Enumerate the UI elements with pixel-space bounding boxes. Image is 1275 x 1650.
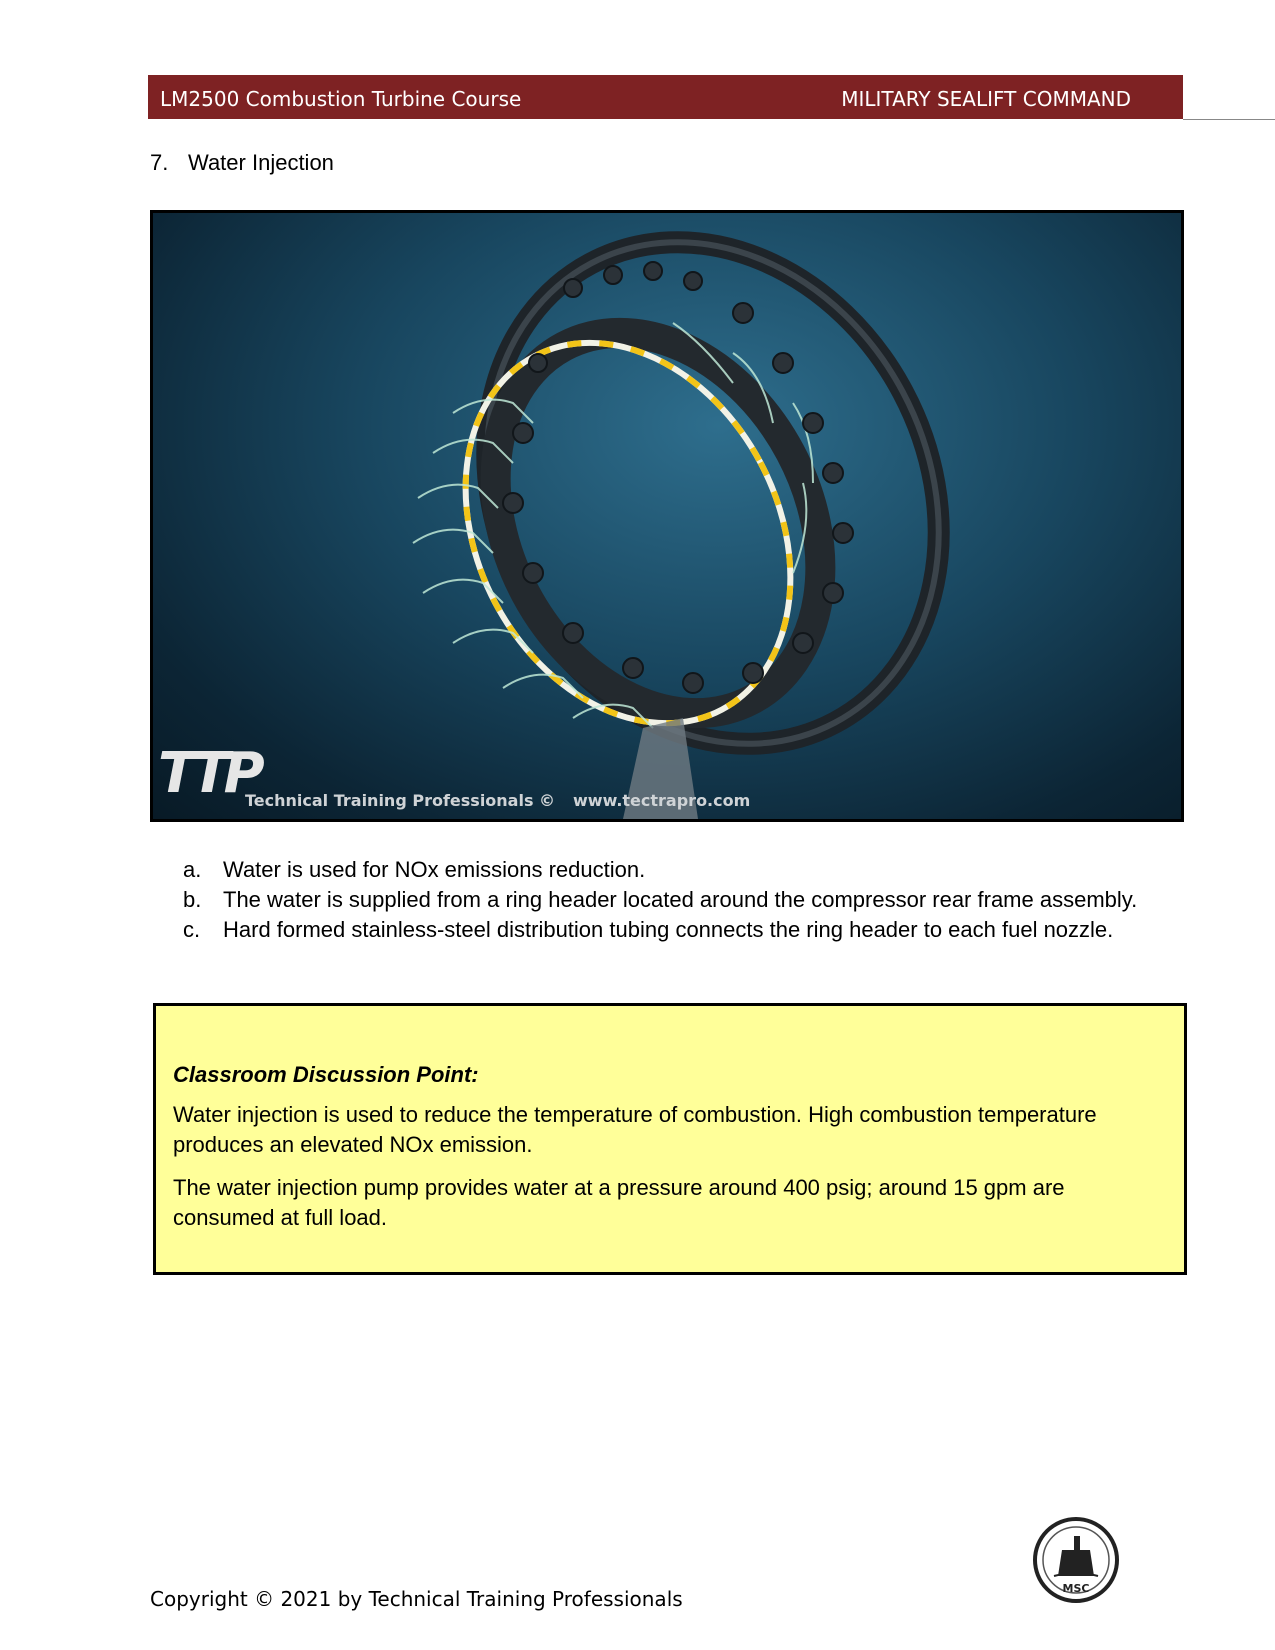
list-marker: a. [183, 857, 202, 882]
list-item-text: Hard formed stainless-steel distribution tubing connects the ring header to each fuel nozzle. [223, 917, 1114, 942]
list-item [183, 885, 1163, 915]
list-item-text: Water is used for NOx emissions reduction. [223, 857, 646, 882]
callout-paragraph: Water injection is used to reduce the temperature of combustion. High combustion temperature produces an elevated NOx emission. [173, 1102, 1097, 1157]
figure-company-name: Technical Training Professionals © [245, 791, 556, 810]
list-item-text: The water is supplied from a ring header located around the compressor rear frame assembly. [223, 887, 1138, 912]
ttp-logo: TTP [158, 741, 259, 806]
callout-title: Classroom Discussion Point: [173, 1062, 479, 1087]
section-heading [150, 150, 334, 176]
course-title: LM2500 Combustion Turbine Course [160, 87, 522, 111]
section-title: Water Injection [188, 150, 334, 175]
organization-title: MILITARY SEALIFT COMMAND [841, 87, 1131, 111]
callout-paragraph: The water injection pump provides water at a pressure around 400 psig; around 15 gpm are consumed at full load. [173, 1175, 1065, 1230]
section-number: 7. [150, 150, 169, 175]
ring-header-illustration [153, 213, 1181, 819]
msc-seal-logo [1032, 1516, 1120, 1604]
figure-url: www.tectrapro.com [573, 791, 751, 810]
header-rule [1183, 119, 1275, 120]
water-injection-figure [150, 210, 1184, 822]
water-injection-list [183, 855, 1163, 945]
list-item [183, 855, 1163, 885]
list-marker: b. [183, 887, 202, 912]
discussion-callout [153, 1003, 1187, 1275]
list-marker: c. [183, 917, 201, 942]
list-item [183, 915, 1163, 945]
seal-label: MSC [1062, 1582, 1090, 1595]
footer-copyright: Copyright © 2021 by Technical Training Professionals [150, 1587, 683, 1611]
header-bar [148, 75, 1183, 119]
